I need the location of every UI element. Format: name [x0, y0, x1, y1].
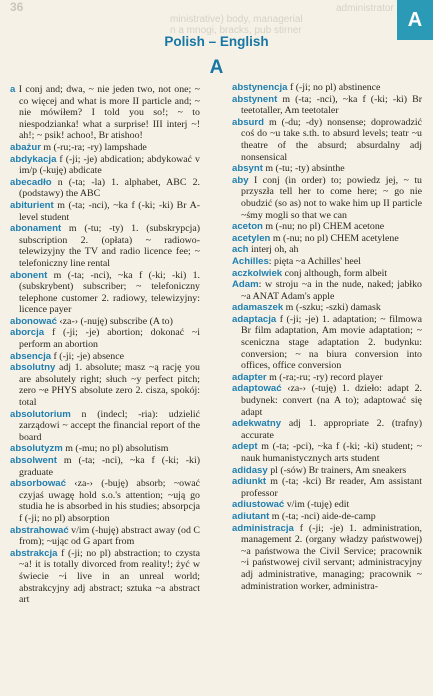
dictionary-entry	[232, 244, 422, 256]
bleed-page-number: 36	[10, 0, 24, 14]
dictionary-entry	[10, 478, 200, 524]
entry-definition: n (indecl; -ria): udzielić zarządowi ~ accept the financial report of the board	[19, 408, 200, 443]
entry-definition: m (-tu; -ty) 1. (subskrypcja) subscription 2. (opłata) ~ radiowo-telewizyjny the TV and radio licence fee; ~ telefoniczny line rental	[19, 223, 200, 269]
entry-headword: absolutyzm	[10, 443, 63, 455]
dictionary-entry	[232, 268, 422, 280]
entry-headword: aby	[232, 174, 249, 186]
entry-definition: f (-ji; no pl) abstraction; to czysta ~a! it is totally divorced from reality!; żyć w świecie ~i live in an unreal world; abstrakcyjny adj abstract; sztuka ~a abstract art	[19, 547, 200, 606]
entry-definition: m (-ta; -nci), ~ka f (-ki; -ki) graduate	[19, 455, 200, 478]
entry-headword: acetylen	[232, 232, 271, 244]
entry-headword: abstrakcja	[10, 547, 58, 559]
entry-headword: abażur	[10, 141, 41, 153]
entry-definition: : w stroju ~a in the nude, naked; jabłko ~a ANAT Adam's apple	[241, 279, 422, 302]
right-column	[232, 82, 422, 592]
entry-definition: : pięta ~a Achilles' heel	[268, 255, 361, 267]
bleed-through-text	[0, 0, 433, 36]
entry-definition: m (-ta; -nci), ~ka f (-ki; -ki) Br teetotaller, Am teetotaler	[241, 93, 422, 117]
entry-definition: m (-ru;-ra; -ry) lampshade	[40, 141, 147, 153]
entry-headword: abstynencja	[232, 82, 288, 93]
bleed-line: ministrative) body, managerial	[170, 14, 303, 25]
entry-definition: f (-ji; -je) abdication; abdykować v im/p (-kuję) abdicate	[19, 153, 200, 177]
page-title: Polish – English	[164, 34, 269, 49]
dictionary-entry	[232, 465, 422, 477]
entry-definition: v/im (-huję) abstract away (od C from); ~ując od G apart from	[19, 524, 200, 548]
entry-definition: I conj (in order) to; powiedz jej, ~ tu przyszła tell her to come here; ~ go nie obudzić (so as) not to wake him up II particle ~śmy mogli so that we can	[241, 174, 422, 221]
dictionary-entry	[10, 362, 200, 408]
dictionary-entry	[232, 372, 422, 384]
entry-definition: m (-ta; -pci), ~ka f (-ki; -ki) student; ~ nauk humanistycznych arts student	[241, 441, 422, 464]
dictionary-entry	[10, 455, 200, 478]
entry-definition: m (-tu; -ty) absinthe	[262, 163, 345, 175]
dictionary-entry	[232, 175, 422, 221]
entry-headword: aborcja	[10, 327, 45, 339]
entry-definition: adj 1. absolute; masz ~ą rację you are absolutely right; słuch ~y perfect pitch; zero ~e PHYS absolute zero 2. cisza, spokój: total	[19, 362, 200, 409]
entry-headword: adaptacja	[232, 313, 277, 325]
dictionary-entry	[232, 476, 422, 499]
entry-headword: adiustować	[232, 499, 285, 511]
dictionary-entry	[232, 233, 422, 245]
entry-headword: abonować	[10, 315, 57, 327]
entry-headword: ach	[232, 244, 249, 256]
entry-definition: m (-szku; -szki) damask	[283, 302, 381, 314]
entry-definition: m (-nu; no pl) CHEM acetone	[262, 221, 385, 233]
entry-definition: m (-ta; -nci), ~ka f (-ki; -ki) 1. (subskrybent) subscriber; ~ telefoniczny telephone customer 2. radiowy, telewizyjny: licence payer	[19, 269, 200, 316]
entry-headword: absynt	[232, 163, 263, 175]
dictionary-entry	[232, 163, 422, 175]
entry-definition: m (-ra;-ru; -ry) record player	[266, 371, 383, 383]
entry-definition: ‹za-› (-nuję) subscribe (A to)	[56, 315, 173, 327]
thumb-index-tab: A	[397, 0, 433, 40]
entry-definition: ‹za-› (-buję) absorb; ~ować czyjaś uwagę hold s.o.'s attention; ~ują go studia he is absorbed in his studies; absorpcja f (-ji; no pl) absorption	[19, 478, 200, 524]
entry-headword: abdykacja	[10, 153, 57, 165]
entry-definition: f (-ji; no pl) abstinence	[287, 82, 381, 93]
entry-definition: I conj and; dwa, ~ nie jeden two, not one; ~ co więcej and what is more II particle and; ~ nie mówiłem? I told you so!; ~ to niespodzianka! what a surprise! III interj ~! ah!; ~ psik! achoo!, Br atishoo!	[15, 84, 200, 142]
dictionary-entry	[232, 441, 422, 464]
left-column	[10, 84, 200, 606]
dictionary-entry	[10, 316, 200, 328]
entry-headword: abiturient	[10, 199, 54, 211]
entry-definition: ‹za-› (-tuję) 1. dzieło: adapt 2. budynek: convert (na A to); adaptować się adapt	[241, 383, 422, 418]
entry-headword: adiunkt	[232, 476, 267, 488]
entry-headword: abonament	[10, 223, 62, 235]
dictionary-entry	[10, 223, 200, 269]
entry-headword: a	[10, 84, 16, 95]
entry-headword: aceton	[232, 221, 263, 233]
entry-definition: adj 1. appropriate 2. (trafny) accurate	[241, 418, 422, 441]
dictionary-entry	[232, 221, 422, 233]
entry-headword: absolutny	[10, 362, 56, 374]
dictionary-entry	[10, 84, 200, 142]
dictionary-entry	[232, 314, 422, 372]
entry-headword: adiutant	[232, 510, 270, 522]
entry-headword: absolwent	[10, 455, 57, 466]
entry-headword: abstynent	[232, 93, 278, 105]
dictionary-entry	[232, 279, 422, 302]
bleed-line: n a mnogi, bracks, pub stirner	[170, 25, 302, 36]
entry-definition: n (-ta; -la) 1. alphabet, ABC 2. (podstawy) the ABC	[19, 176, 200, 200]
entry-definition: f (-ji; -je) 1. adaptation; ~ filmowa Br film adaptation, Am movie adaptation; ~ sceniczna stage adaptation 2. budynku: conversion; ~ na biura conversion into offices, office conversion	[241, 313, 422, 372]
dictionary-entry	[10, 548, 200, 606]
entry-headword: adaptować	[232, 383, 282, 395]
dictionary-entry	[232, 302, 422, 314]
dictionary-entry	[232, 82, 422, 94]
entry-definition: interj oh, ah	[248, 244, 299, 256]
entry-definition: pl (-sów) Br trainers, Am sneakers	[267, 464, 407, 476]
entry-definition: m (-ta; -nci), ~ka f (-ki; -ki) Br A-level student	[19, 199, 200, 223]
dictionary-entry	[232, 499, 422, 511]
dictionary-entry	[10, 200, 200, 223]
dictionary-entry	[10, 154, 200, 177]
dictionary-entry	[10, 270, 200, 316]
entry-definition: conj although, form albeit	[282, 267, 388, 279]
dictionary-entry	[10, 327, 200, 350]
dictionary-entry	[10, 443, 200, 455]
entry-headword: adapter	[232, 371, 267, 383]
bleed-header: administrator	[336, 3, 394, 14]
dictionary-entry	[10, 525, 200, 548]
entry-definition: f (-ji; -je) absence	[51, 350, 125, 362]
entry-definition: f (-ji; -je) abortion; dokonać ~i perform an abortion	[19, 327, 200, 351]
entry-headword: adekwatny	[232, 418, 282, 430]
dictionary-entry	[232, 511, 422, 523]
section-letter: A	[209, 57, 224, 78]
entry-headword: abecadło	[10, 176, 52, 188]
entry-headword: absolutorium	[10, 408, 71, 420]
entry-headword: administracja	[232, 522, 294, 534]
dictionary-entry	[10, 351, 200, 363]
dictionary-entry	[232, 383, 422, 418]
dictionary-entry	[232, 418, 422, 441]
dictionary-entry	[232, 256, 422, 268]
entry-definition: m (-mu; no pl) absolutism	[62, 443, 169, 455]
entry-headword: adidasy	[232, 464, 268, 476]
dictionary-entry	[10, 409, 200, 444]
dictionary-entry	[232, 523, 422, 593]
entry-headword: absencja	[10, 350, 52, 362]
dictionary-entry	[232, 94, 422, 117]
entry-headword: absorbować	[10, 478, 66, 490]
entry-definition: m (-ta; -nci) aide-de-camp	[269, 510, 376, 522]
entry-definition: m (-nu; no pl) CHEM acetylene	[270, 232, 399, 244]
entry-definition: m (-ta; -kci) Br reader, Am assistant professor	[241, 476, 422, 499]
entry-headword: Achilles	[232, 255, 269, 267]
dictionary-entry	[232, 117, 422, 163]
entry-definition: f (-ji; -je) 1. administration, management 2. (organy władzy państwowej) ~a państwowa the Civil Service; pracownik ~i państwowej civil servant; administracyjny adj administrative, managing; pracownik ~ administration worker, administra-	[241, 522, 422, 592]
entry-headword: absurd	[232, 116, 264, 128]
entry-headword: abonent	[10, 269, 48, 281]
entry-headword: Adam	[232, 279, 259, 291]
dictionary-entry	[10, 142, 200, 154]
dictionary-entry	[10, 177, 200, 200]
entry-definition: m (-du; -dy) nonsense; doprowadzić coś do ~u take s.th. to absurd levels; teatr ~u theatre of the absurd; absurdalny adj nonsensical	[241, 116, 422, 163]
entry-headword: adept	[232, 441, 258, 453]
entry-definition: v/im (-tuję) edit	[284, 499, 350, 511]
entry-headword: aczkolwiek	[232, 267, 283, 279]
entry-headword: adamaszek	[232, 302, 284, 314]
entry-headword: abstrahować	[10, 524, 69, 536]
